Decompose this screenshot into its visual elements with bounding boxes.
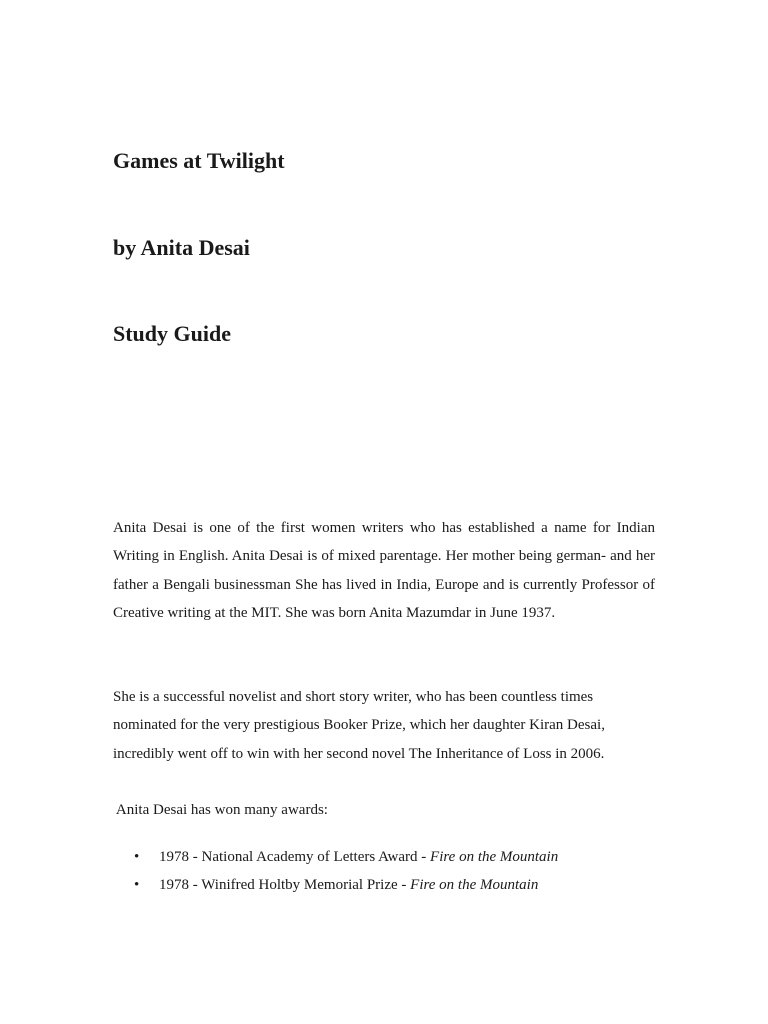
document-title: Games at Twilight (113, 148, 285, 173)
document-subtitle: Study Guide (113, 321, 231, 346)
document-byline: by Anita Desai (113, 235, 250, 260)
bullet-icon: • (134, 849, 140, 865)
award-work: Fire on the Mountain (410, 877, 539, 894)
award-text: 1978 - Winifred Holtby Memorial Prize - (159, 877, 411, 894)
biography-paragraph: Anita Desai is one of the first women writers who has established a name for Indian Writing in English. Anita Desai is of mixed parentage. Her mother being german- and her father a Bengali businessman She has lived in India, Europe and is currently Professor of Creative writing at the MIT. She was born Anita Mazumdar in June 1937. (113, 520, 655, 621)
career-paragraph: She is a successful novelist and short story writer, who has been countless times nominated for the very prestigious Booker Prize, which her daughter Kiran Desai, incredibly went off to win with her second novel The Inheritance of Loss in 2006. (113, 689, 605, 762)
award-text: 1978 - National Academy of Letters Award - (159, 849, 431, 865)
awards-intro: Anita Desai has won many awards: (113, 802, 328, 818)
awards-list (113, 843, 673, 900)
award-work: Fire on the Mountain (430, 849, 559, 865)
bullet-icon: • (134, 877, 140, 894)
list-item (113, 843, 673, 871)
list-item (113, 871, 673, 899)
